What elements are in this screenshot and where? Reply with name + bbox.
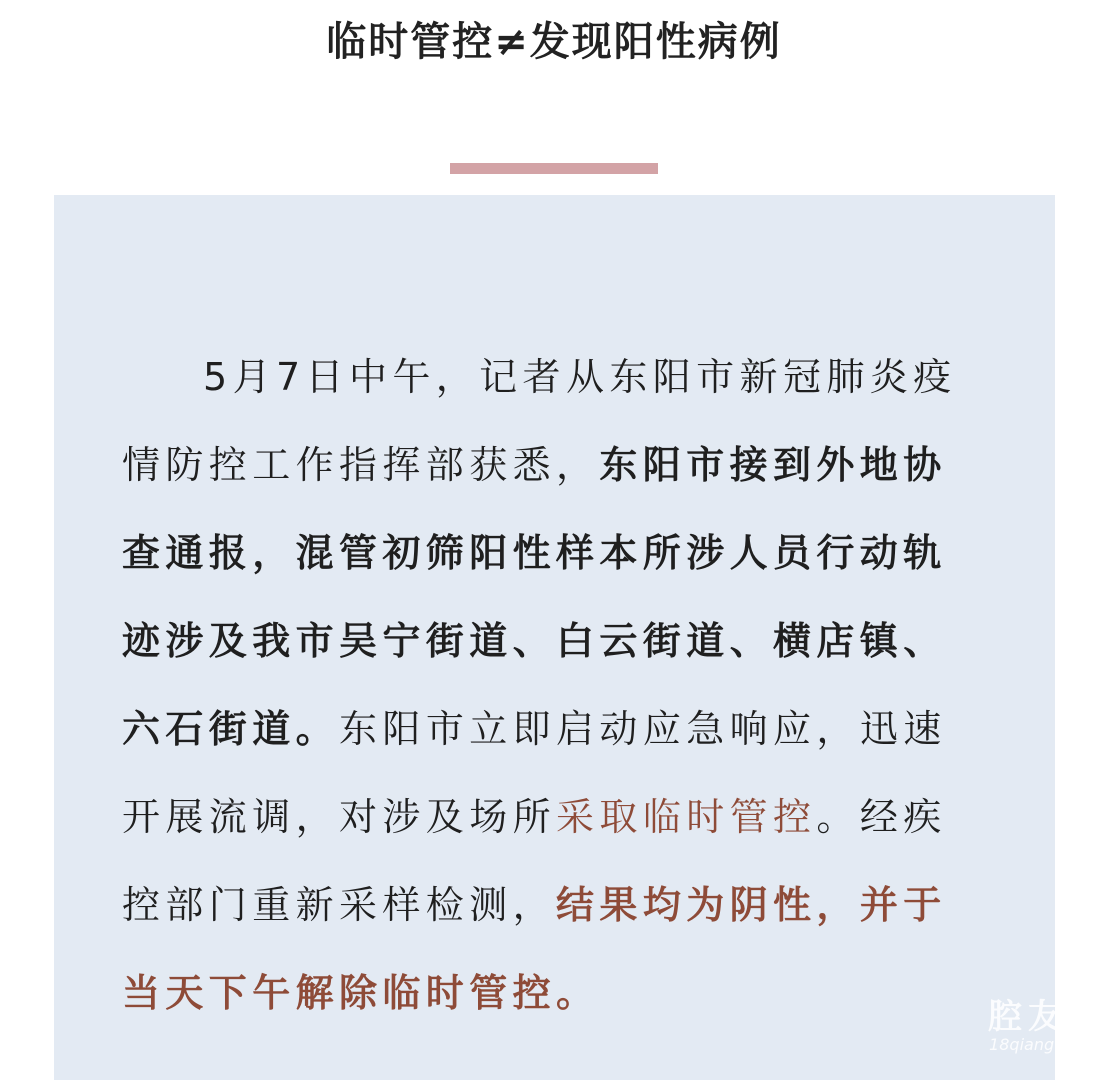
- paragraph-highlight-result: 结果均为阴性，并于当天下午解除临时管控。: [122, 883, 947, 1015]
- paragraph-retest-text: 。经疾控部门重新采样检测，: [122, 795, 947, 927]
- paragraph-response-text: 东阳市立即启动应急响应，迅速开展流调，对涉及场所: [122, 707, 947, 839]
- page-title: 临时管控≠发现阳性病例: [326, 19, 782, 65]
- title-underline: [450, 163, 658, 174]
- article-paragraph: [122, 333, 982, 1037]
- paragraph-lead-text: 5月7日中午，记者从东阳市新冠肺炎疫情防控工作指挥部获悉，: [122, 355, 957, 487]
- watermark-logo: 腔友: [988, 997, 1068, 1037]
- paragraph-highlight-control: 采取临时管控: [556, 795, 817, 839]
- watermark-domain: 18qiang.c: [989, 1035, 1068, 1054]
- paragraph-bold-text: 东阳市接到外地协查通报，混管初筛阳性样本所涉人员行动轨迹涉及我市吴宁街道、白云街道、横店镇、六石街道。: [122, 443, 947, 751]
